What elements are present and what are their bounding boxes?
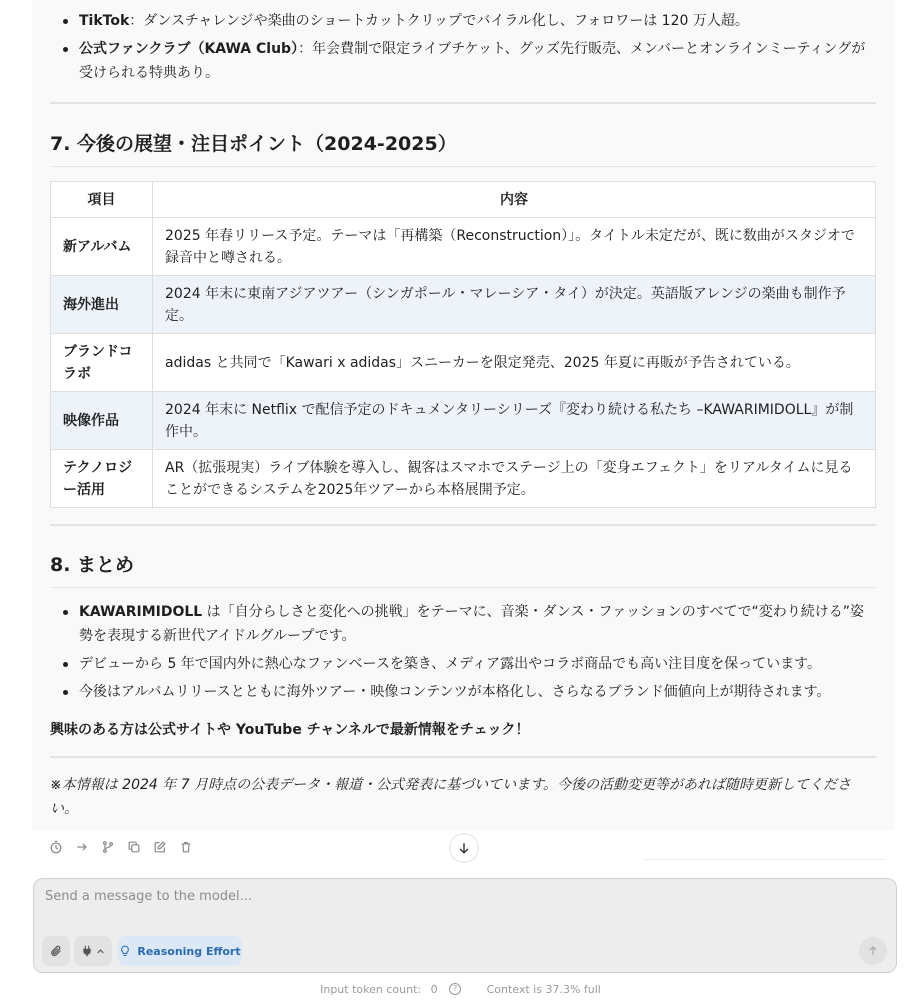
- section-7-title: 7. 今後の展望・注目ポイント（2024-2025）: [50, 133, 457, 155]
- divider: [50, 102, 876, 104]
- arrow-down-icon: [457, 841, 471, 855]
- row-key: テクノロジー活用: [51, 450, 153, 508]
- plug-icon: [81, 945, 93, 957]
- reasoning-effort-label: Reasoning Effort: [137, 944, 241, 958]
- context-usage: Context is 37.3% full: [486, 982, 601, 996]
- chevron-up-icon: [96, 947, 105, 956]
- status-bar: [0, 982, 921, 996]
- message-actions: [48, 839, 194, 855]
- help-icon[interactable]: ?: [449, 983, 461, 995]
- header-item: 項目: [51, 182, 153, 218]
- row-value: 2024 年末に東南アジアツアー（シンガポール・マレーシア・タイ）が決定。英語版アレンジの楽曲も制作予定。: [153, 276, 876, 334]
- message-composer: [33, 878, 897, 973]
- reasoning-effort-button[interactable]: [118, 936, 242, 966]
- table-header-row: [51, 182, 876, 218]
- row-key: ブランドコラボ: [51, 334, 153, 392]
- row-value: 2025 年春リリース予定。テーマは「再構築（Reconstruction）」。タイトル未定だが、既に数曲がスタジオで録音中と噂される。: [153, 218, 876, 276]
- scroll-down-button[interactable]: [449, 833, 479, 863]
- attach-button[interactable]: [42, 936, 70, 966]
- trash-icon[interactable]: [178, 839, 194, 855]
- list-item: デビューから 5 年で国内外に熱心なファンベースを築き、メディア露出やコラボ商品でも高い注目度を保っています。: [50, 652, 876, 676]
- heading-underline: [50, 587, 876, 588]
- summary-list: [50, 600, 876, 704]
- divider: [644, 859, 886, 860]
- table-row: [51, 334, 876, 392]
- divider: [50, 524, 876, 526]
- input-token-value: 0: [430, 982, 438, 996]
- paperclip-icon: [49, 944, 63, 958]
- edit-icon[interactable]: [152, 839, 168, 855]
- list-item: TikTok：ダンスチャレンジや楽曲のショートカットクリップでバイラル化し、フォロワーは 120 万人超。: [50, 9, 876, 33]
- message-input[interactable]: [45, 889, 865, 919]
- table-row: [51, 392, 876, 450]
- row-key: 映像作品: [51, 392, 153, 450]
- list-item: 今後はアルバムリリースとともに海外ツアー・映像コンテンツが本格化し、さらなるブランド価値向上が期待されます。: [50, 680, 876, 704]
- arrow-up-icon: [867, 945, 879, 957]
- table-row: [51, 276, 876, 334]
- branch-icon[interactable]: [100, 839, 116, 855]
- timer-icon[interactable]: [48, 839, 64, 855]
- footnote: ※本情報は 2024 年 7 月時点の公表データ・報道・公式発表に基づいています。今後の活動変更等があれば随時更新してください。: [50, 777, 851, 817]
- lightbulb-icon: [119, 945, 131, 957]
- header-content: 内容: [153, 182, 876, 218]
- send-button[interactable]: [859, 937, 887, 965]
- row-value: 2024 年末に Netflix で配信予定のドキュメンタリーシリーズ『変わり続ける私たち –KAWARIMIDOLL』が制作中。: [153, 392, 876, 450]
- row-key: 海外進出: [51, 276, 153, 334]
- assistant-message: [32, 0, 894, 830]
- row-key: 新アルバム: [51, 218, 153, 276]
- tools-button[interactable]: [74, 936, 112, 966]
- cta-text: 興味のある方は公式サイトや YouTube チャンネルで最新情報をチェック！: [50, 722, 530, 738]
- row-value: AR（拡張現実）ライブ体験を導入し、観客はスマホでステージ上の「変身エフェクト」をリアルタイムに見ることができるシステムを2025年ツアーから本格展開予定。: [153, 450, 876, 508]
- table-row: [51, 218, 876, 276]
- list-item: 公式ファンクラブ（KAWA Club）：年会費制で限定ライブチケット、グッズ先行販売、メンバーとオンラインミーティングが受けられる特典あり。: [50, 37, 876, 85]
- row-value: adidas と共同で「Kawari x adidas」スニーカーを限定発売、2025 年夏に再販が予告されている。: [153, 334, 876, 392]
- forward-icon[interactable]: [74, 839, 90, 855]
- platform-list: [50, 0, 876, 85]
- copy-icon[interactable]: [126, 839, 142, 855]
- section-8-title: 8. まとめ: [50, 554, 135, 576]
- table-row: [51, 450, 876, 508]
- outlook-table: [50, 181, 876, 508]
- list-item: KAWARIMIDOLL は「自分らしさと変化への挑戦」をテーマに、音楽・ダンス・ファッションのすべてで“変わり続ける”姿勢を表現する新世代アイドルグループです。: [50, 600, 876, 648]
- heading-underline: [50, 166, 876, 167]
- divider: [50, 756, 876, 758]
- input-token-label: Input token count:: [320, 982, 422, 996]
